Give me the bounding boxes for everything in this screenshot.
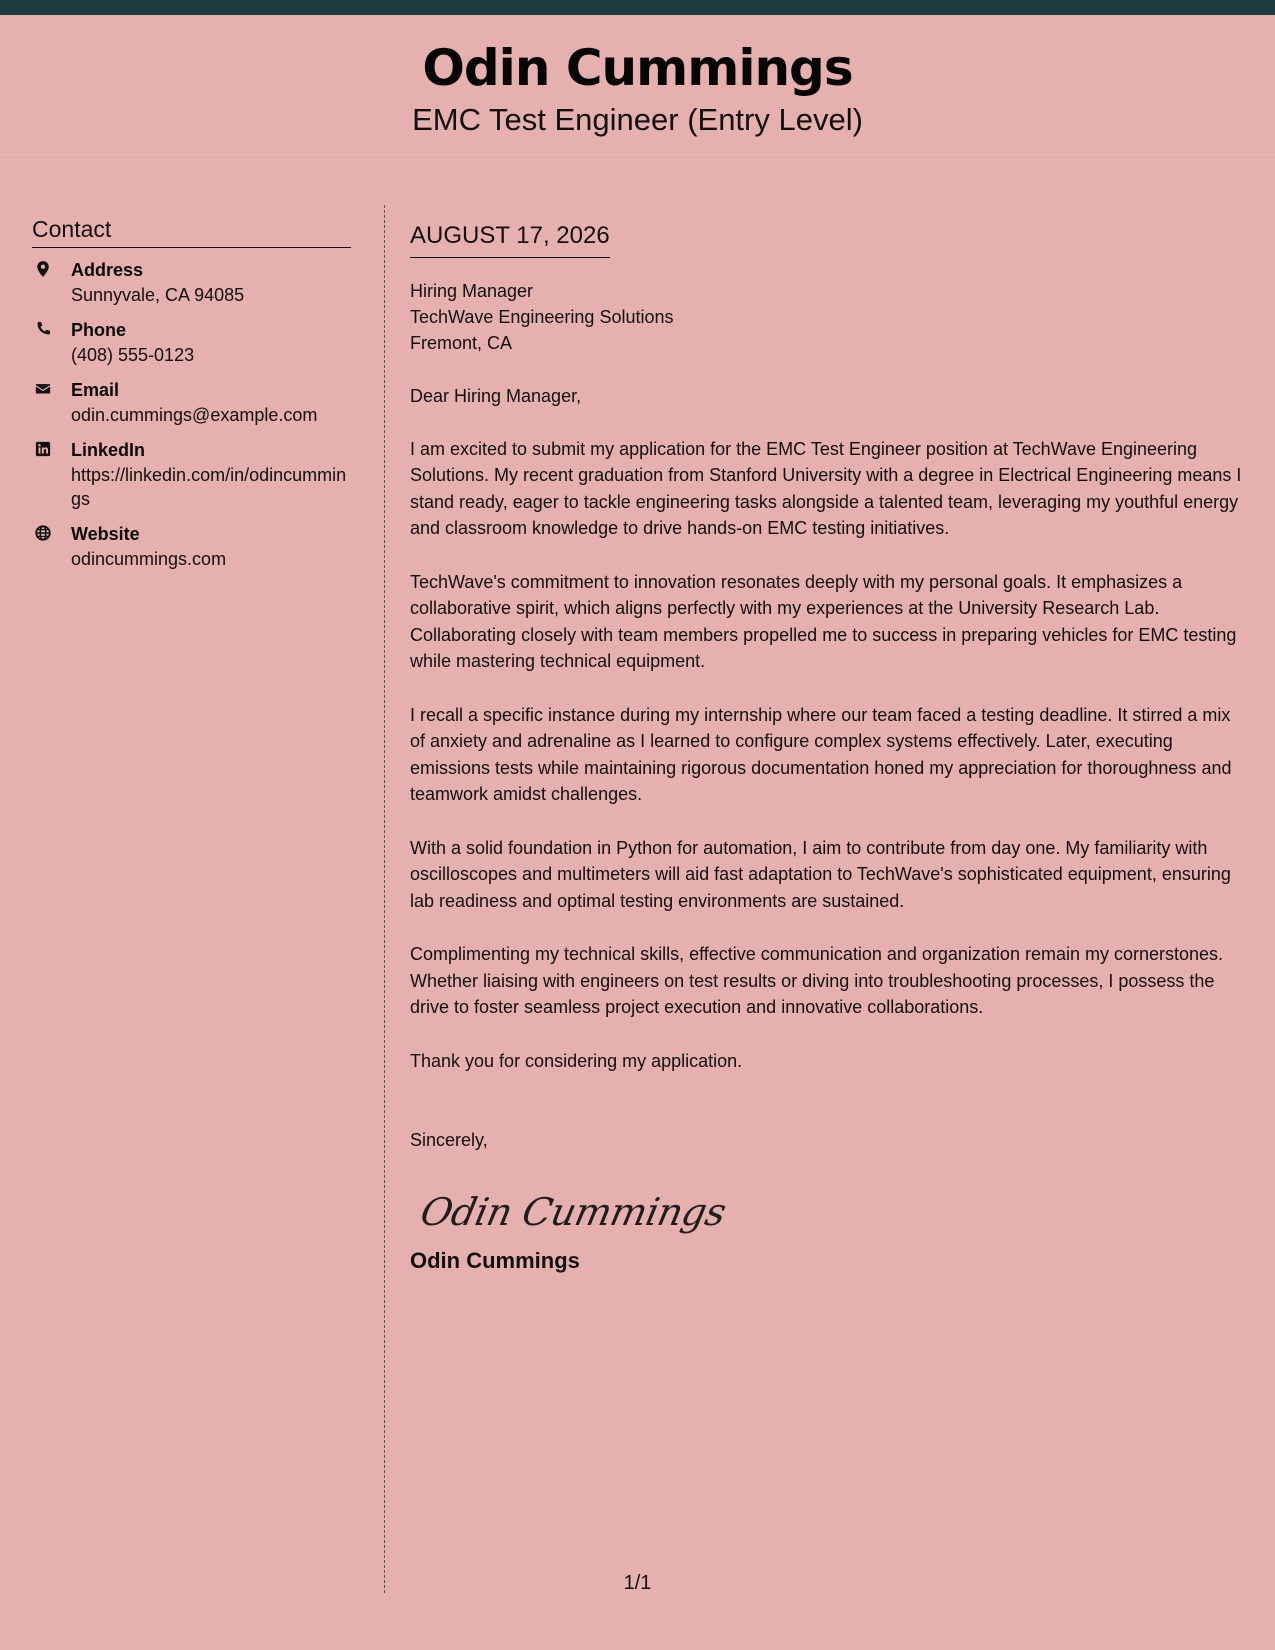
linkedin-value[interactable]: https://linkedin.com/in/odincummings: [71, 464, 347, 509]
closing: Sincerely,: [410, 1130, 488, 1151]
signature: [416, 1181, 1250, 1243]
svg-text:Odin Cummings: Odin Cummings: [416, 1190, 730, 1236]
paragraph: TechWave's commitment to innovation resonates deeply with my personal goals. It emphasizes a collaborative spirit, which aligns perfectly with my experiences at the University Research Lab. Collaborating closely with team members propelled me to success in preparing vehicles for EMC testing while mastering technical equipment.: [410, 571, 1237, 672]
contact-label: Website: [71, 523, 140, 544]
website-value[interactable]: odincummings.com: [71, 548, 227, 569]
column-divider: [384, 205, 385, 1593]
page-number: 1/1: [623, 1572, 652, 1594]
job-title: EMC Test Engineer (Entry Level): [412, 102, 863, 137]
contact-list: [32, 258, 351, 571]
paragraph: I am excited to submit my application for the EMC Test Engineer position at TechWave Engineering Solutions. My recent graduation from Stanford University with a degree in Electrical Engineering means I stand ready, eager to tackle engineering tasks alongside a talented team, leveraging my youthful energy and classroom knowledge to drive hands-on EMC testing initiatives.: [410, 438, 1242, 539]
contact-label: Email: [71, 379, 120, 400]
header: [0, 15, 1275, 155]
contact-sidebar: [32, 216, 351, 582]
contact-item-website: [32, 522, 351, 571]
phone-icon: [34, 320, 52, 338]
salutation: Dear Hiring Manager,: [410, 385, 582, 406]
map-pin-icon: [34, 260, 52, 278]
contact-item-phone: [32, 318, 351, 367]
contact-label: Phone: [71, 319, 127, 340]
contact-label: LinkedIn: [71, 439, 146, 460]
recipient-block: [410, 278, 1250, 356]
applicant-name: Odin Cummings: [422, 39, 853, 97]
top-color-bar: [0, 0, 1275, 15]
recipient-line: Hiring Manager: [410, 280, 534, 301]
paragraph: I recall a specific instance during my internship where our team faced a testing deadline. It stirred a mix of anxiety and adrenaline as I learned to configure complex systems effectively. Later, executing emissions tests while maintaining rigorous documentation honed my appreciation for thoroughness and teamwork amidst challenges.: [410, 704, 1232, 805]
signature-image: [416, 1181, 730, 1243]
envelope-icon: [34, 380, 52, 398]
contact-label: Address: [71, 259, 144, 280]
signed-name: Odin Cummings: [410, 1248, 580, 1274]
recipient-line: Fremont, CA: [410, 332, 513, 353]
phone-value: (408) 555-0123: [71, 344, 195, 365]
thank-you-line: Thank you for considering my application.: [410, 1050, 743, 1071]
recipient-line: TechWave Engineering Solutions: [410, 306, 674, 327]
contact-item-email: [32, 378, 351, 427]
contact-item-linkedin: [32, 438, 351, 511]
letter-date: AUGUST 17, 2026: [410, 222, 610, 258]
paragraph: Complimenting my technical skills, effective communication and organization remain my cornerstones. Whether liaising with engineers on test results or diving into troubleshooting processes, I possess the drive to foster seamless project execution and innovative collaborations.: [410, 944, 1224, 1018]
contact-item-address: [32, 258, 351, 307]
linkedin-icon: [34, 440, 52, 458]
email-value[interactable]: odin.cummings@example.com: [71, 404, 318, 425]
address-value: Sunnyvale, CA 94085: [71, 284, 245, 305]
paragraph: With a solid foundation in Python for automation, I aim to contribute from day one. My familiarity with oscilloscopes and multimeters will aid fast adaptation to TechWave's sophisticated equipment, ensuring lab readiness and optimal testing environments are sustained.: [410, 837, 1231, 911]
contact-heading: Contact: [32, 216, 351, 248]
globe-icon: [34, 524, 52, 542]
letter-body: [410, 222, 1250, 1275]
